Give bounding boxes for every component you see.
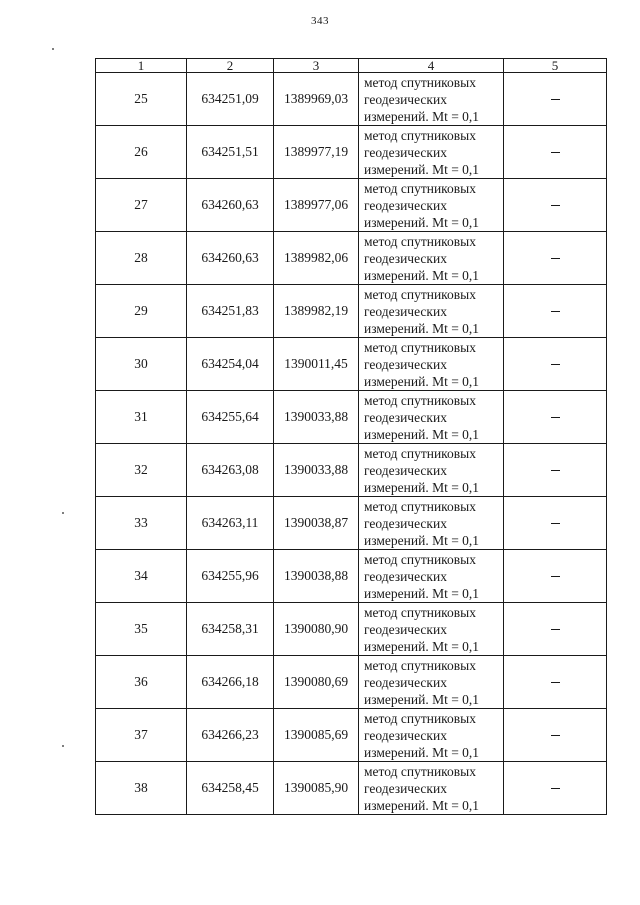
header-col-1: 1: [96, 59, 187, 73]
dash-mark: [551, 205, 560, 206]
y-coordinate-cell: 1390038,87: [274, 497, 359, 550]
table-row: [96, 232, 607, 285]
point-number-cell: 36: [96, 656, 187, 709]
dash-mark: [551, 523, 560, 524]
y-coordinate-cell: 1390085,69: [274, 709, 359, 762]
method-line-3: измерений. Mt = 0,1: [364, 638, 480, 654]
x-coordinate-cell: 634254,04: [187, 338, 274, 391]
note-cell: [504, 126, 607, 179]
x-coordinate-cell: 634258,45: [187, 762, 274, 815]
table-row: [96, 603, 607, 656]
x-coordinate-cell: 634263,11: [187, 497, 274, 550]
method-line-2: геодезических: [364, 568, 447, 584]
point-number-cell: 31: [96, 391, 187, 444]
method-line-3: измерений. Mt = 0,1: [364, 532, 480, 548]
method-line-1: метод спутниковых: [364, 657, 476, 673]
dash-mark: [551, 470, 560, 471]
note-cell: [504, 656, 607, 709]
point-number-cell: 33: [96, 497, 187, 550]
table-row: [96, 285, 607, 338]
header-col-5: 5: [504, 59, 607, 73]
point-number-cell: 29: [96, 285, 187, 338]
method-cell: [359, 126, 504, 179]
method-cell: [359, 391, 504, 444]
method-line-1: метод спутниковых: [364, 763, 476, 779]
table-row: [96, 762, 607, 815]
dash-mark: [551, 364, 560, 365]
table-body: [96, 73, 607, 815]
x-coordinate-cell: 634251,09: [187, 73, 274, 126]
table-row: [96, 709, 607, 762]
method-cell: [359, 73, 504, 126]
table-header-row: [96, 59, 607, 73]
y-coordinate-cell: 1390038,88: [274, 550, 359, 603]
method-cell: [359, 444, 504, 497]
y-coordinate-cell: 1389982,06: [274, 232, 359, 285]
point-number-cell: 26: [96, 126, 187, 179]
point-number-cell: 37: [96, 709, 187, 762]
point-number-cell: 28: [96, 232, 187, 285]
x-coordinate-cell: 634251,83: [187, 285, 274, 338]
x-coordinate-cell: 634255,64: [187, 391, 274, 444]
method-line-2: геодезических: [364, 91, 447, 107]
note-cell: [504, 762, 607, 815]
y-coordinate-cell: 1390085,90: [274, 762, 359, 815]
method-line-1: метод спутниковых: [364, 180, 476, 196]
method-line-2: геодезических: [364, 144, 447, 160]
method-line-1: метод спутниковых: [364, 392, 476, 408]
method-line-3: измерений. Mt = 0,1: [364, 479, 480, 495]
y-coordinate-cell: 1390080,90: [274, 603, 359, 656]
method-cell: [359, 285, 504, 338]
method-line-3: измерений. Mt = 0,1: [364, 797, 480, 813]
point-number-cell: 38: [96, 762, 187, 815]
note-cell: [504, 232, 607, 285]
point-number-cell: 30: [96, 338, 187, 391]
method-line-2: геодезических: [364, 515, 447, 531]
method-line-2: геодезических: [364, 674, 447, 690]
x-coordinate-cell: 634263,08: [187, 444, 274, 497]
note-cell: [504, 550, 607, 603]
dash-mark: [551, 152, 560, 153]
note-cell: [504, 73, 607, 126]
method-line-1: метод спутниковых: [364, 604, 476, 620]
point-number-cell: 32: [96, 444, 187, 497]
page-number: 343: [311, 15, 329, 27]
method-line-3: измерений. Mt = 0,1: [364, 691, 480, 707]
method-line-2: геодезических: [364, 462, 447, 478]
header-col-2: 2: [187, 59, 274, 73]
note-cell: [504, 285, 607, 338]
table-row: [96, 126, 607, 179]
table-row: [96, 656, 607, 709]
table-row: [96, 391, 607, 444]
method-line-3: измерений. Mt = 0,1: [364, 426, 480, 442]
scan-speck: [62, 745, 64, 747]
note-cell: [504, 709, 607, 762]
method-line-3: измерений. Mt = 0,1: [364, 320, 480, 336]
dash-mark: [551, 258, 560, 259]
method-cell: [359, 338, 504, 391]
dash-mark: [551, 735, 560, 736]
method-line-1: метод спутниковых: [364, 498, 476, 514]
method-cell: [359, 656, 504, 709]
scan-speck: [52, 48, 54, 50]
method-line-2: геодезических: [364, 409, 447, 425]
note-cell: [504, 603, 607, 656]
method-line-3: измерений. Mt = 0,1: [364, 585, 480, 601]
method-line-2: геодезических: [364, 197, 447, 213]
method-line-1: метод спутниковых: [364, 233, 476, 249]
method-line-1: метод спутниковых: [364, 286, 476, 302]
method-line-1: метод спутниковых: [364, 339, 476, 355]
method-line-3: измерений. Mt = 0,1: [364, 161, 480, 177]
dash-mark: [551, 99, 560, 100]
note-cell: [504, 179, 607, 232]
x-coordinate-cell: 634255,96: [187, 550, 274, 603]
method-cell: [359, 762, 504, 815]
point-number-cell: 25: [96, 73, 187, 126]
y-coordinate-cell: 1390011,45: [274, 338, 359, 391]
y-coordinate-cell: 1390080,69: [274, 656, 359, 709]
x-coordinate-cell: 634260,63: [187, 179, 274, 232]
method-line-3: измерений. Mt = 0,1: [364, 373, 480, 389]
table-row: [96, 497, 607, 550]
point-number-cell: 27: [96, 179, 187, 232]
method-line-3: измерений. Mt = 0,1: [364, 108, 480, 124]
y-coordinate-cell: 1389977,06: [274, 179, 359, 232]
y-coordinate-cell: 1390033,88: [274, 444, 359, 497]
x-coordinate-cell: 634266,18: [187, 656, 274, 709]
table-row: [96, 444, 607, 497]
table-row: [96, 179, 607, 232]
x-coordinate-cell: 634260,63: [187, 232, 274, 285]
y-coordinate-cell: 1389982,19: [274, 285, 359, 338]
header-col-3: 3: [274, 59, 359, 73]
method-line-1: метод спутниковых: [364, 445, 476, 461]
scan-speck: [62, 512, 64, 514]
dash-mark: [551, 629, 560, 630]
note-cell: [504, 391, 607, 444]
point-number-cell: 34: [96, 550, 187, 603]
method-cell: [359, 709, 504, 762]
dash-mark: [551, 682, 560, 683]
point-number-cell: 35: [96, 603, 187, 656]
table-row: [96, 338, 607, 391]
y-coordinate-cell: 1389977,19: [274, 126, 359, 179]
note-cell: [504, 444, 607, 497]
method-line-2: геодезических: [364, 780, 447, 796]
x-coordinate-cell: 634251,51: [187, 126, 274, 179]
method-cell: [359, 603, 504, 656]
method-cell: [359, 497, 504, 550]
table-row: [96, 73, 607, 126]
table-row: [96, 550, 607, 603]
method-line-2: геодезических: [364, 250, 447, 266]
dash-mark: [551, 417, 560, 418]
method-line-1: метод спутниковых: [364, 127, 476, 143]
method-line-3: измерений. Mt = 0,1: [364, 214, 480, 230]
method-line-1: метод спутниковых: [364, 710, 476, 726]
note-cell: [504, 338, 607, 391]
method-line-2: геодезических: [364, 303, 447, 319]
coordinates-table: [95, 58, 607, 815]
dash-mark: [551, 788, 560, 789]
method-cell: [359, 550, 504, 603]
dash-mark: [551, 311, 560, 312]
method-line-2: геодезических: [364, 727, 447, 743]
method-cell: [359, 179, 504, 232]
method-line-2: геодезических: [364, 621, 447, 637]
y-coordinate-cell: 1389969,03: [274, 73, 359, 126]
y-coordinate-cell: 1390033,88: [274, 391, 359, 444]
method-line-2: геодезических: [364, 356, 447, 372]
x-coordinate-cell: 634258,31: [187, 603, 274, 656]
dash-mark: [551, 576, 560, 577]
method-line-1: метод спутниковых: [364, 74, 476, 90]
method-cell: [359, 232, 504, 285]
method-line-3: измерений. Mt = 0,1: [364, 267, 480, 283]
method-line-3: измерений. Mt = 0,1: [364, 744, 480, 760]
x-coordinate-cell: 634266,23: [187, 709, 274, 762]
header-col-4: 4: [359, 59, 504, 73]
method-line-1: метод спутниковых: [364, 551, 476, 567]
note-cell: [504, 497, 607, 550]
